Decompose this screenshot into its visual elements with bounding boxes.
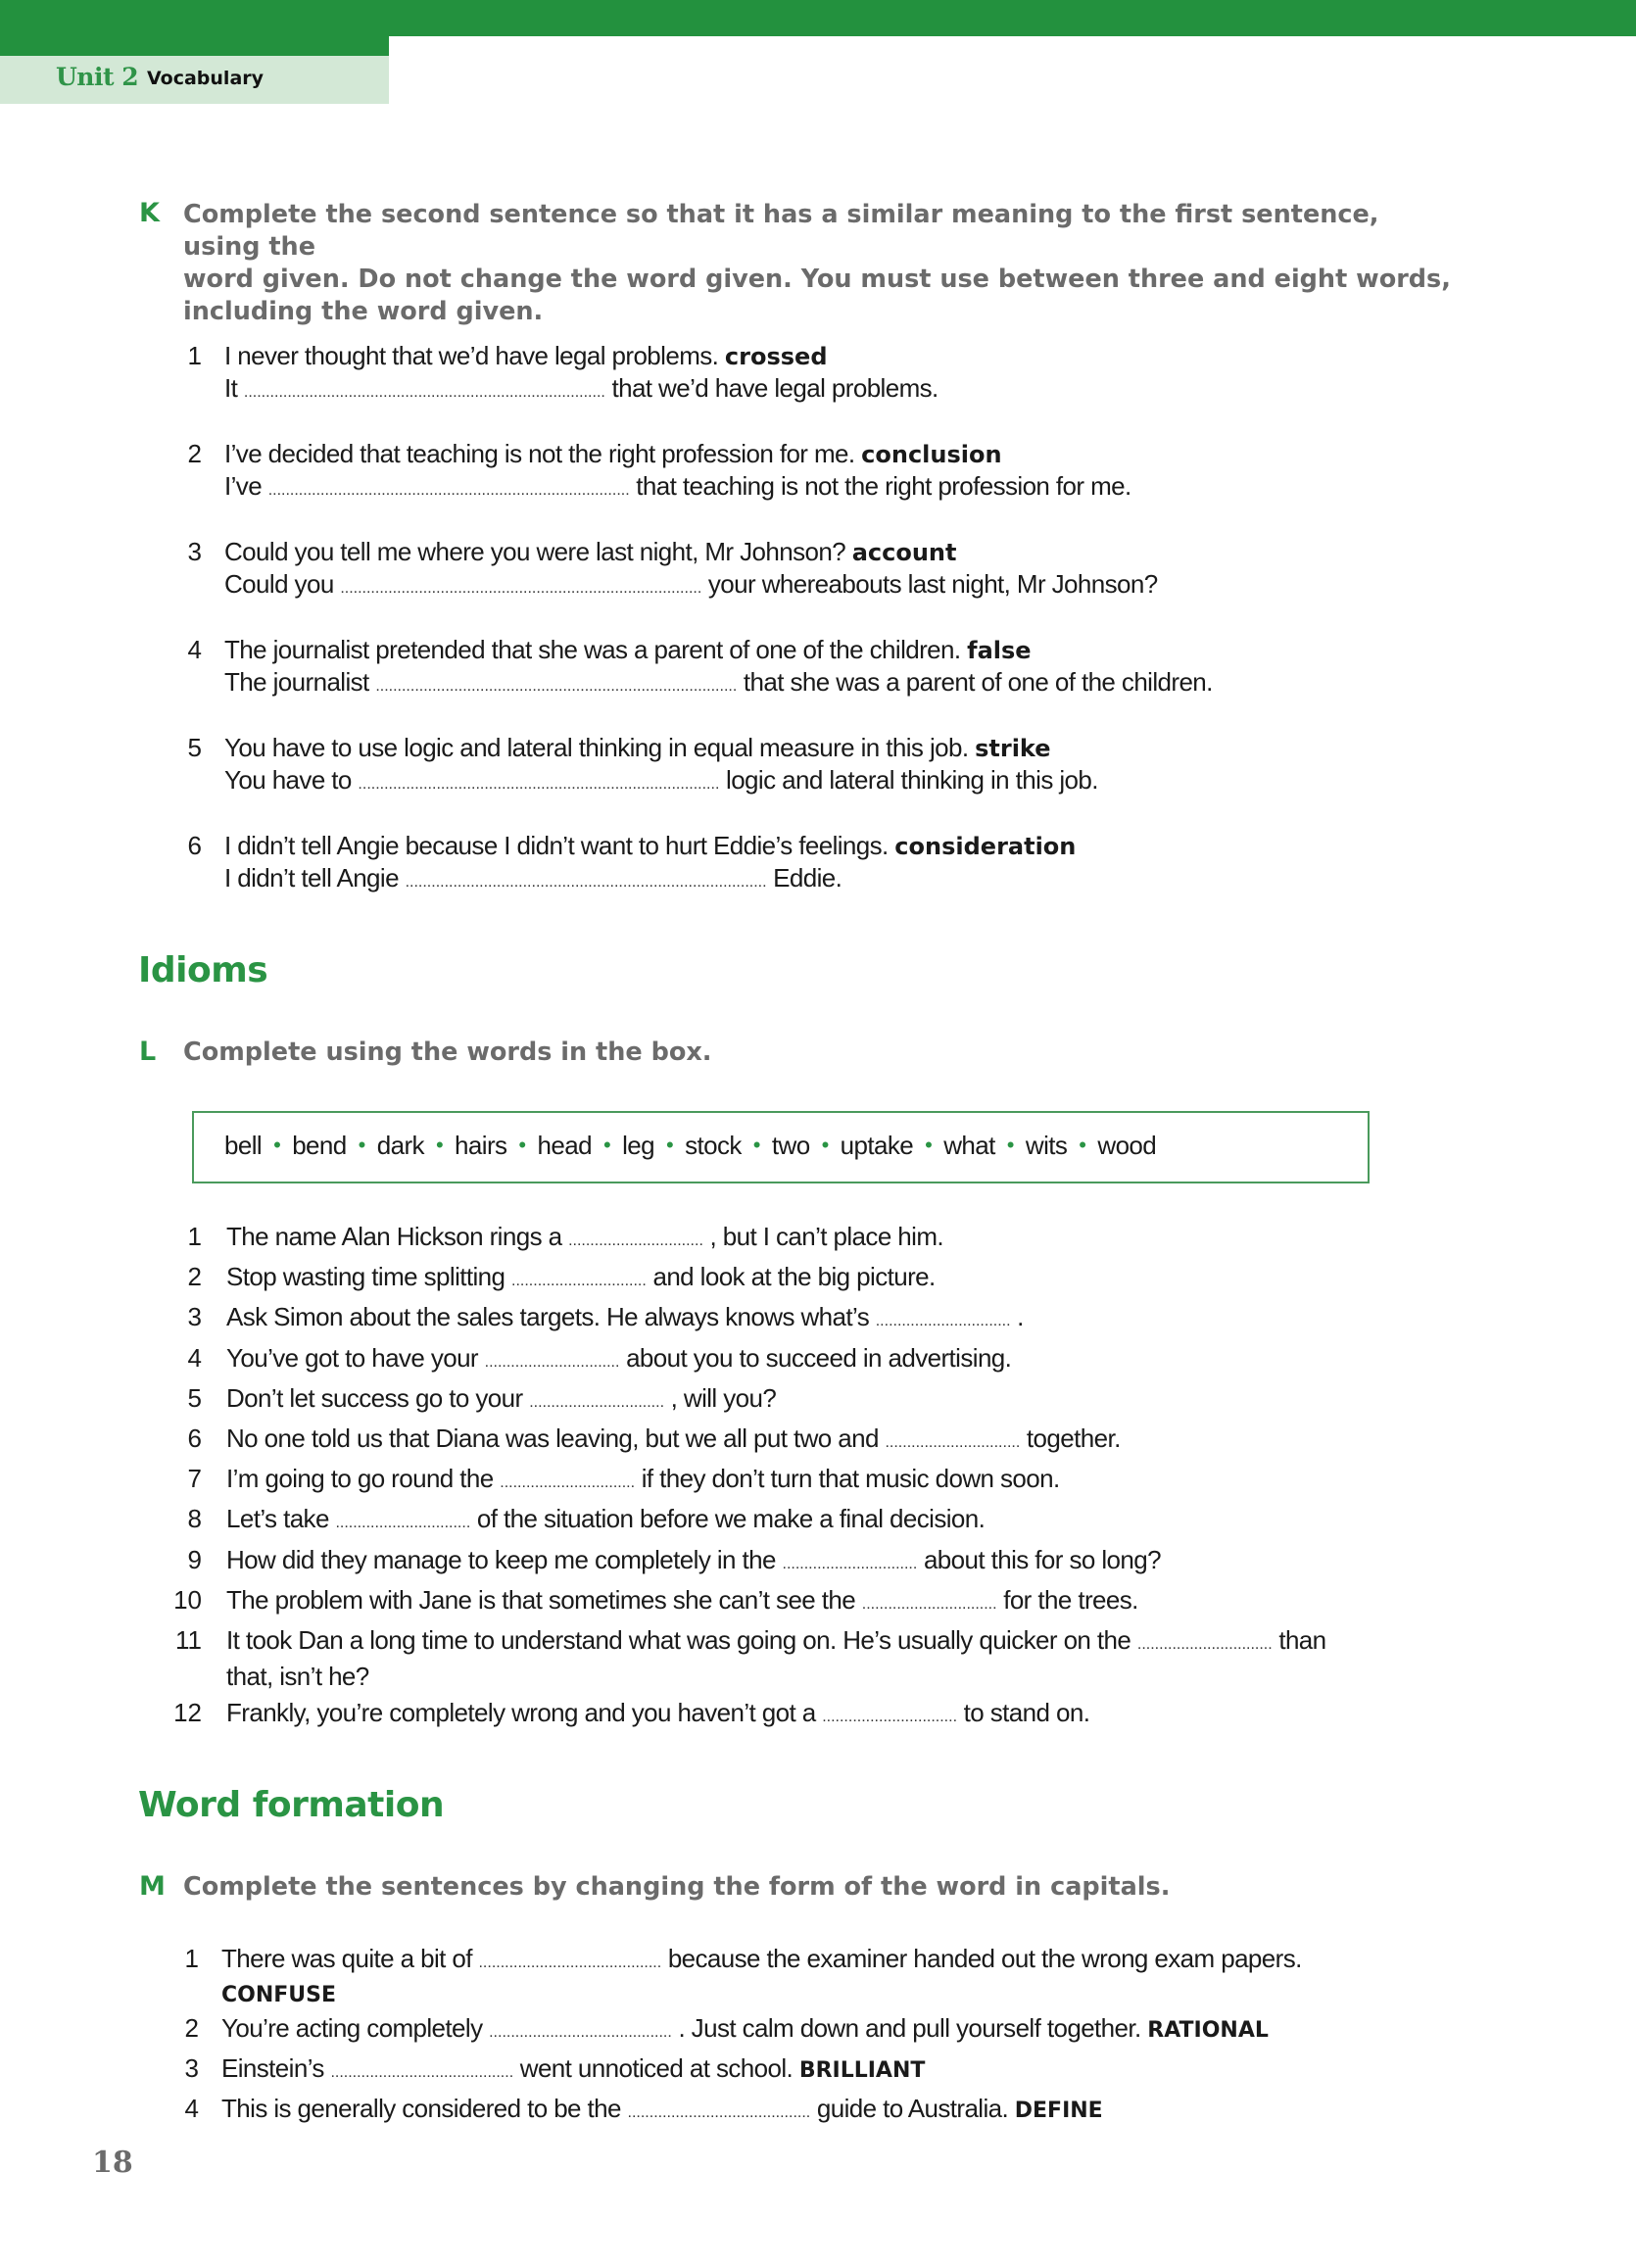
question-text [226,1221,943,1257]
key-word: account [851,539,957,566]
question-text [226,1423,1121,1459]
sentence-text: I didn’t tell Angie because I didn’t want to hurt Eddie’s feelings. [224,831,889,860]
rewrite-start: The journalist [224,667,369,697]
word-formation-heading: Word formation [138,1785,445,1825]
word-box-item: wits [1025,1131,1068,1160]
capital-word: CONFUSE [221,1983,337,2007]
sentence-text: The journalist pretended that she was a parent of one of the children. [224,635,961,664]
header-green-tab [0,36,389,56]
question-number: 3 [187,1302,202,1332]
original-sentence [224,732,1051,765]
question-number: 6 [187,1424,202,1453]
original-sentence [224,438,1002,471]
text-after: to stand on. [963,1698,1090,1727]
text-after: . [1017,1302,1024,1332]
question-text [221,2094,1103,2128]
answer-blank[interactable]: ............................... [875,1313,1011,1330]
question-text [226,1261,936,1297]
rewrite-end: that we’d have legal problems. [611,373,938,403]
rewrite-start: I’ve [224,471,263,501]
text-after: about this for so long? [923,1544,1161,1574]
bullet-icon: • [518,1133,526,1157]
answer-blank[interactable]: ............................... [529,1393,665,1411]
text-before: It took Dan a long time to understand what was going on. He’s usually quicker on the [226,1625,1131,1655]
question-number: 2 [187,439,202,468]
text-before: Frankly, you’re completely wrong and you haven’t got a [226,1698,816,1727]
question-text [226,1463,1060,1499]
answer-blank[interactable]: ............................... [861,1595,997,1613]
sentence-text: I never thought that we’d have legal problems. [224,341,719,370]
text-after: about you to succeed in advertising. [626,1342,1012,1373]
rewrite-sentence [224,862,842,898]
sentence-text: You have to use logic and lateral thinking in equal measure in this job. [224,733,969,762]
bullet-icon: • [273,1133,281,1157]
question-text [226,1584,1138,1620]
question-text [226,1624,1326,1693]
question-number: 5 [187,1382,202,1413]
text-before: Ask Simon about the sales targets. He always knows what’s [226,1302,870,1332]
text-after: , but I can’t place him. [709,1222,944,1251]
question-number: 3 [184,2053,199,2083]
rewrite-sentence [224,764,1098,800]
instruction-line: including the word given. [183,297,544,326]
answer-blank[interactable]: .......................................... [489,2024,672,2041]
key-word: false [967,637,1032,664]
question-number: 12 [173,1698,202,1727]
unit-number: Unit 2 [56,63,139,91]
answer-blank[interactable]: ................................................................................... [243,384,605,401]
question-number: 10 [173,1584,202,1615]
answer-blank[interactable]: ............................... [782,1555,918,1572]
rewrite-start: Could you [224,569,334,599]
question-text [226,1301,1024,1337]
text-after: than [1278,1625,1326,1655]
text-before: There was quite a bit of [221,1944,472,1973]
original-sentence [224,340,828,373]
question-text [226,1503,985,1539]
question-number: 4 [184,2094,199,2123]
page-number: 18 [92,2146,133,2180]
word-box-item: wood [1097,1131,1157,1160]
question-number: 1 [187,1222,202,1251]
text-before: You’ve got to have your [226,1342,478,1373]
text-after: guide to Australia. [816,2094,1009,2123]
question-number: 8 [187,1504,202,1534]
original-sentence [224,830,1076,863]
answer-blank[interactable]: ............................... [335,1515,471,1532]
answer-blank[interactable]: ................................................................................... [375,678,738,695]
text-after: went unnoticed at school. [519,2053,794,2083]
exercise-k-instruction [183,199,1457,328]
word-box-item: uptake [840,1131,914,1160]
original-sentence [224,536,956,569]
word-box-list [224,1131,1156,1161]
question-number: 9 [187,1544,202,1574]
rewrite-start: You have to [224,765,352,795]
rewrite-sentence [224,666,1213,702]
rewrite-end: your whereabouts last night, Mr Johnson? [707,569,1158,599]
exercise-l-letter: L [139,1037,157,1067]
text-before: Don’t let success go to your [226,1382,523,1413]
answer-blank[interactable]: ............................... [484,1353,620,1371]
answer-blank[interactable]: .......................................... [330,2064,514,2081]
text-before: How did they manage to keep me completely in the [226,1544,776,1574]
key-word: crossed [724,343,828,370]
rewrite-end: Eddie. [773,863,842,893]
exercise-k-letter: K [139,198,160,228]
text-after: and look at the big picture. [652,1262,936,1292]
answer-blank[interactable]: ................................................................................... [340,580,702,597]
word-box-item: two [771,1131,810,1160]
bullet-icon: • [752,1133,760,1157]
sentence-text: I’ve decided that teaching is not the right profession for me. [224,439,855,468]
text-before: You’re acting completely [221,2013,483,2043]
capital-word: BRILLIANT [798,2058,926,2083]
question-number: 11 [175,1625,202,1655]
question-text [226,1544,1161,1580]
capital-word: RATIONAL [1147,2018,1269,2043]
answer-blank[interactable]: ............................... [500,1474,636,1492]
text-after: . Just calm down and pull yourself together. [678,2013,1141,2043]
exercise-l-instruction: Complete using the words in the box. [183,1037,712,1067]
question-text [226,1382,776,1419]
bullet-icon: • [1006,1133,1014,1157]
word-box-item: stock [685,1131,742,1160]
word-box-item: what [943,1131,995,1160]
question-number: 1 [187,341,202,370]
header-green-bar [0,0,1636,36]
word-box-item: dark [376,1131,424,1160]
question-number: 2 [187,1262,202,1292]
question-number: 6 [187,831,202,860]
text-before: Let’s take [226,1504,329,1534]
text-after: if they don’t turn that music down soon. [641,1464,1060,1494]
bullet-icon: • [925,1133,933,1157]
text-before: No one told us that Diana was leaving, but we all put two and [226,1424,879,1453]
bullet-icon: • [358,1133,365,1157]
rewrite-start: I didn’t tell Angie [224,863,399,893]
question-number: 7 [187,1464,202,1494]
answer-blank[interactable]: .......................................... [478,1954,662,1971]
key-word: consideration [894,833,1077,860]
text-after: together. [1026,1424,1121,1453]
unit-section-label: Vocabulary [147,68,265,89]
question-text [221,2013,1269,2048]
bullet-icon: • [821,1133,829,1157]
answer-blank[interactable]: ............................... [822,1709,958,1725]
question-text [221,2053,925,2088]
text-before: The problem with Jane is that sometimes she can’t see the [226,1584,856,1615]
question-number: 4 [187,1342,202,1373]
instruction-line: word given. Do not change the word given. You must use between three and eight words, [183,265,1451,294]
text-before: I’m going to go round the [226,1464,494,1494]
rewrite-start: It [224,373,238,403]
answer-blank[interactable]: ................................................................................... [358,776,720,793]
text-before: This is generally considered to be the [221,2094,621,2123]
question-text [221,1944,1302,2010]
text-after: because the examiner handed out the wrong exam papers. [667,1944,1302,1973]
word-box [192,1111,1370,1183]
answer-blank[interactable]: ............................... [1136,1636,1273,1653]
question-text [226,1697,1089,1733]
question-number: 5 [187,733,202,762]
word-box-item: head [537,1131,592,1160]
bullet-icon: • [602,1133,611,1157]
question-text [226,1342,1011,1378]
bullet-icon: • [1079,1133,1086,1157]
instruction-line: Complete the second sentence so that it has a similar meaning to the first sentence, using the [183,200,1379,262]
key-word: conclusion [861,441,1002,468]
original-sentence [224,634,1032,667]
word-box-item: bend [292,1131,347,1160]
answer-blank[interactable]: ................................................................................... [267,482,630,499]
question-number: 4 [187,635,202,664]
rewrite-sentence [224,372,938,409]
key-word: strike [975,735,1051,762]
word-box-item: bell [224,1131,263,1160]
text-before: Stop wasting time splitting [226,1262,505,1292]
bullet-icon: • [435,1133,444,1157]
question-number: 1 [184,1944,199,1973]
word-box-item: hairs [455,1131,507,1160]
exercise-m-instruction: Complete the sentences by changing the form of the word in capitals. [183,1872,1171,1902]
text-after: of the situation before we make a final decision. [476,1504,986,1534]
answer-blank[interactable]: ............................... [885,1434,1021,1451]
text-continuation: that, isn’t he? [226,1662,369,1691]
answer-blank[interactable]: .......................................... [627,2104,811,2121]
capital-word: DEFINE [1014,2099,1103,2123]
word-box-item: leg [622,1131,654,1160]
rewrite-end: logic and lateral thinking in this job. [726,765,1098,795]
bullet-icon: • [665,1133,674,1157]
text-before: Einstein’s [221,2053,324,2083]
sentence-text: Could you tell me where you were last night, Mr Johnson? [224,537,846,566]
text-after: , will you? [670,1382,777,1413]
answer-blank[interactable]: ............................... [511,1273,647,1290]
rewrite-end: that she was a parent of one of the children. [743,667,1213,697]
question-number: 3 [187,537,202,566]
answer-blank[interactable]: ............................... [568,1232,703,1249]
text-after: for the trees. [1003,1584,1138,1615]
idioms-heading: Idioms [138,950,268,990]
rewrite-end: that teaching is not the right profession for me. [636,471,1131,501]
exercise-m-letter: M [139,1871,166,1902]
answer-blank[interactable]: ................................................................................... [405,874,767,891]
question-number: 2 [184,2013,199,2043]
rewrite-sentence [224,470,1131,507]
text-before: The name Alan Hickson rings a [226,1222,562,1251]
rewrite-sentence [224,568,1158,604]
